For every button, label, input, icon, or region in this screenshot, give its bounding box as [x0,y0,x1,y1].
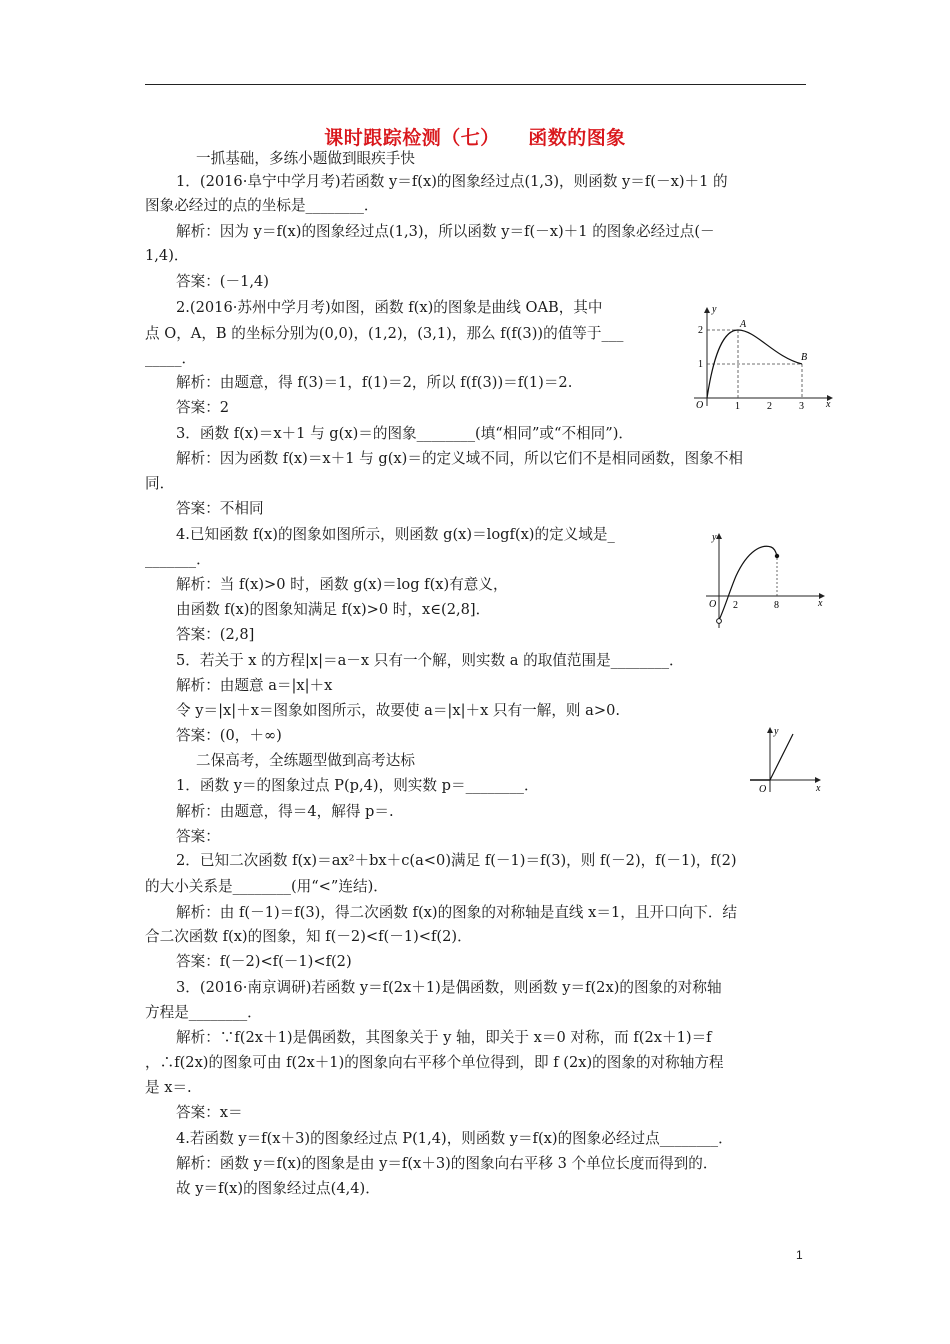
origin-label: O [709,599,717,610]
page-title: 课时跟踪检测（七） 函数的图象 [324,127,626,149]
text-line: 4.已知函数 f(x)的图象如图所示，则函数 g(x)＝logf(x)的定义域是_ [176,526,615,543]
text-line: 4.若函数 y＝f(x＋3)的图象经过点 P(1,4)，则函数 y＝f(x)的图象必经过点________． [176,1130,733,1147]
function-ray-right [770,734,793,780]
open-point [717,619,722,624]
text-line: 1．(2016·阜宁中学月考)若函数 y＝f(x)的图象经过点(1,3)，则函数 y＝f(－x)＋1 的 [176,173,728,190]
text-line: 解析：因为函数 f(x)＝x＋1 与 g(x)＝的定义域不同，所以它们不是相同函数，图象不相 [176,450,744,467]
text-line: 3．(2016·南京调研)若函数 y＝f(2x＋1)是偶函数，则函数 y＝f(2x)的图象的对称轴 [176,979,722,996]
tick-label: 8 [774,600,779,611]
figure-fx-graph [700,528,830,632]
text-line: 点 O，A，B 的坐标分别为(0,0)，(1,2)，(3,1)，那么 f(f(3))的值等于___ [145,325,624,342]
tick-label: 3 [799,401,804,410]
function-curve [719,546,777,620]
text-line: 令 y＝|x|＋x＝图象如图所示，故要使 a＝|x|＋x 只有一解，则 a>0. [176,702,621,719]
origin-label: O [696,400,704,410]
section-heading: 一抓基础，多练小题做到眼疾手快 [196,150,415,167]
figure-abs-graph [748,724,826,796]
text-line: 答案：(0，＋∞) [176,727,282,744]
tick-label: 1 [698,359,703,370]
text-line: 答案： [176,828,220,845]
origin-label: O [759,784,767,795]
tick-label: 2 [767,401,772,410]
tick-label: 2 [698,325,703,336]
point-label-a: A [740,319,747,330]
text-line: 解析：由 f(－1)＝f(3)，得二次函数 f(x)的图象的对称轴是直线 x＝1，且开口向下．结 [176,904,738,921]
text-line: 解析：函数 y＝f(x)的图象是由 y＝f(x＋3)的图象向右平移 3 个单位长度而得到的． [176,1155,718,1172]
text-line: 2．已知二次函数 f(x)＝ax²＋bx＋c(a<0)满足 f(－1)＝f(3)，则 f(－2)，f(－1)，f(2) [176,852,737,869]
figure-curve-oab [688,302,838,410]
text-line: 1,4)． [145,247,189,264]
text-line: 方程是________． [145,1004,262,1021]
point-label-b: B [801,352,808,363]
text-line: 答案：f(－2)<f(－1)<f(2) [176,953,352,970]
text-line: 由函数 f(x)的图象知满足 f(x)>0 时，x∈(2,8]． [176,601,491,618]
axis-label-y: y [774,726,779,737]
axis-label-x: x [816,783,821,794]
text-line: 1．函数 y＝的图象过点 P(p,4)，则实数 p＝________． [176,777,539,794]
text-line: 答案：(2,8] [176,626,255,643]
text-line: 解析：当 f(x)>0 时，函数 g(x)＝log f(x)有意义， [176,576,508,593]
axis-label-y: y [712,532,717,543]
text-line: 的大小关系是________(用“<”连结)． [145,878,388,895]
text-line: _____． [145,350,197,367]
text-line: 答案：2 [176,399,230,416]
text-line: 合二次函数 f(x)的图象，知 f(－2)<f(－1)<f(2)． [145,928,472,945]
text-line: 答案：不相同 [176,500,264,517]
text-line: 图象必经过的点的坐标是________． [145,197,379,214]
text-line: ，∴f(2x)的图象可由 f(2x＋1)的图象向右平移个单位得到，即 f (2x)的图象的对称轴方程 [145,1054,724,1071]
text-line: 是 x＝. [145,1079,192,1096]
text-line: _______． [145,551,211,568]
text-line: 答案：x＝ [176,1104,243,1121]
text-line: 答案：(－1,4) [176,273,269,290]
text-line: 5．若关于 x 的方程|x|＝a－x 只有一个解，则实数 a 的取值范围是________． [176,652,684,669]
axis-label-x: x [826,399,831,410]
text-line: 解析：由题意 a＝|x|＋x [176,677,333,694]
text-line: 解析：因为 y＝f(x)的图象经过点(1,3)，所以函数 y＝f(－x)＋1 的图象必经过点(－ [176,223,715,240]
tick-label: 2 [733,600,738,611]
text-line: 同． [145,475,175,492]
text-line: 解析：由题意，得＝4，解得 p＝. [176,803,394,820]
header-rule [145,84,806,85]
tick-label: 1 [735,401,740,410]
text-line: 解析：∵f(2x＋1)是偶函数，其图象关于 y 轴，即关于 x＝0 对称，而 f(2x＋1)＝f [176,1029,712,1046]
text-line: 解析：由题意，得 f(3)＝1，f(1)＝2，所以 f(f(3))＝f(1)＝2. [176,374,573,391]
page-number: 1 [796,1248,803,1262]
text-line: 3．函数 f(x)＝x＋1 与 g(x)＝的图象________(填“相同”或“不相同”)． [176,425,633,442]
text-line: 2.(2016·苏州中学月考)如图，函数 f(x)的图象是曲线 OAB，其中 [176,299,603,316]
axis-label-y: y [712,304,717,315]
section-heading: 二保高考，全练题型做到高考达标 [196,752,415,769]
text-line: 故 y＝f(x)的图象经过点(4,4)． [176,1180,380,1197]
closed-point [775,554,779,558]
axis-label-x: x [818,598,823,609]
